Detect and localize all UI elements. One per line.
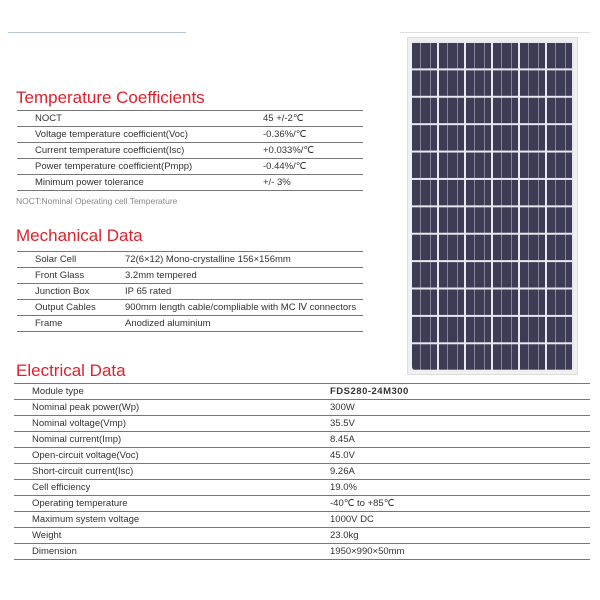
table-row — [14, 528, 590, 544]
table-row — [14, 432, 590, 448]
table-row — [14, 400, 590, 416]
table-row — [17, 268, 363, 284]
row-label: Solar Cell — [17, 252, 125, 268]
row-value: -0.44%/℃ — [263, 159, 363, 175]
row-value: 72(6×12) Mono-crystalline 156×156mm — [125, 252, 363, 268]
table-row — [14, 512, 590, 528]
electrical-table — [14, 383, 590, 560]
mechanical-title: Mechanical Data — [16, 226, 143, 245]
electrical-title: Electrical Data — [16, 361, 126, 380]
row-label: Module type — [14, 384, 330, 400]
row-label: Junction Box — [17, 284, 125, 300]
temperature-title: Temperature Coefficients — [16, 88, 205, 107]
row-value: 900mm length cable/compliable with MC Ⅳ connectors — [125, 300, 363, 316]
row-label: Nominal peak power(Wp) — [14, 400, 330, 416]
table-row — [17, 127, 363, 143]
table-row — [14, 384, 590, 400]
noct-note: NOCT:Nominal Operating cell Temperature — [16, 196, 178, 206]
top-rule-right — [400, 32, 590, 33]
row-value: 300W — [330, 400, 590, 416]
row-label: Weight — [14, 528, 330, 544]
row-label: Nominal current(Imp) — [14, 432, 330, 448]
row-value: 9.26A — [330, 464, 590, 480]
table-row — [17, 284, 363, 300]
table-row — [14, 480, 590, 496]
row-value: -40℃ to +85℃ — [330, 496, 590, 512]
row-label: Frame — [17, 316, 125, 332]
row-label: Nominal voltage(Vmp) — [14, 416, 330, 432]
row-label: Open-circuit voltage(Voc) — [14, 448, 330, 464]
table-row — [17, 252, 363, 268]
top-rule — [8, 32, 186, 33]
row-value: 23.0kg — [330, 528, 590, 544]
row-label: Output Cables — [17, 300, 125, 316]
row-label: NOCT — [17, 111, 263, 127]
row-value: 1000V DC — [330, 512, 590, 528]
row-label: Front Glass — [17, 268, 125, 284]
row-label: Minimum power tolerance — [17, 175, 263, 191]
row-value: 35.5V — [330, 416, 590, 432]
row-label: Maximum system voltage — [14, 512, 330, 528]
row-value: 45.0V — [330, 448, 590, 464]
mechanical-table — [17, 251, 363, 332]
table-row — [17, 175, 363, 191]
row-value: 45 +/-2℃ — [263, 111, 363, 127]
row-value: -0.36%/℃ — [263, 127, 363, 143]
table-row — [17, 316, 363, 332]
row-label: Operating temperature — [14, 496, 330, 512]
row-label: Voltage temperature coefficient(Voc) — [17, 127, 263, 143]
row-value: IP 65 rated — [125, 284, 363, 300]
solar-panel-image — [407, 37, 578, 375]
table-row — [14, 464, 590, 480]
row-value: 8.45A — [330, 432, 590, 448]
table-row — [17, 300, 363, 316]
table-row — [14, 544, 590, 560]
table-row — [14, 448, 590, 464]
row-label: Power temperature coefficient(Pmpp) — [17, 159, 263, 175]
row-label: Dimension — [14, 544, 330, 560]
row-value: FDS280-24M300 — [330, 384, 590, 400]
row-label: Current temperature coefficient(Isc) — [17, 143, 263, 159]
row-label: Short-circuit current(Isc) — [14, 464, 330, 480]
row-value: Anodized aluminium — [125, 316, 363, 332]
row-label: Cell efficiency — [14, 480, 330, 496]
temperature-table — [17, 110, 363, 191]
table-row — [14, 416, 590, 432]
table-row — [17, 111, 363, 127]
row-value: 1950×990×50mm — [330, 544, 590, 560]
table-row — [17, 159, 363, 175]
row-value: +0.033%/℃ — [263, 143, 363, 159]
row-value: +/- 3% — [263, 175, 363, 191]
table-row — [14, 496, 590, 512]
row-value: 19.0% — [330, 480, 590, 496]
row-value: 3.2mm tempered — [125, 268, 363, 284]
table-row — [17, 143, 363, 159]
solar-cells-grid — [412, 41, 574, 370]
